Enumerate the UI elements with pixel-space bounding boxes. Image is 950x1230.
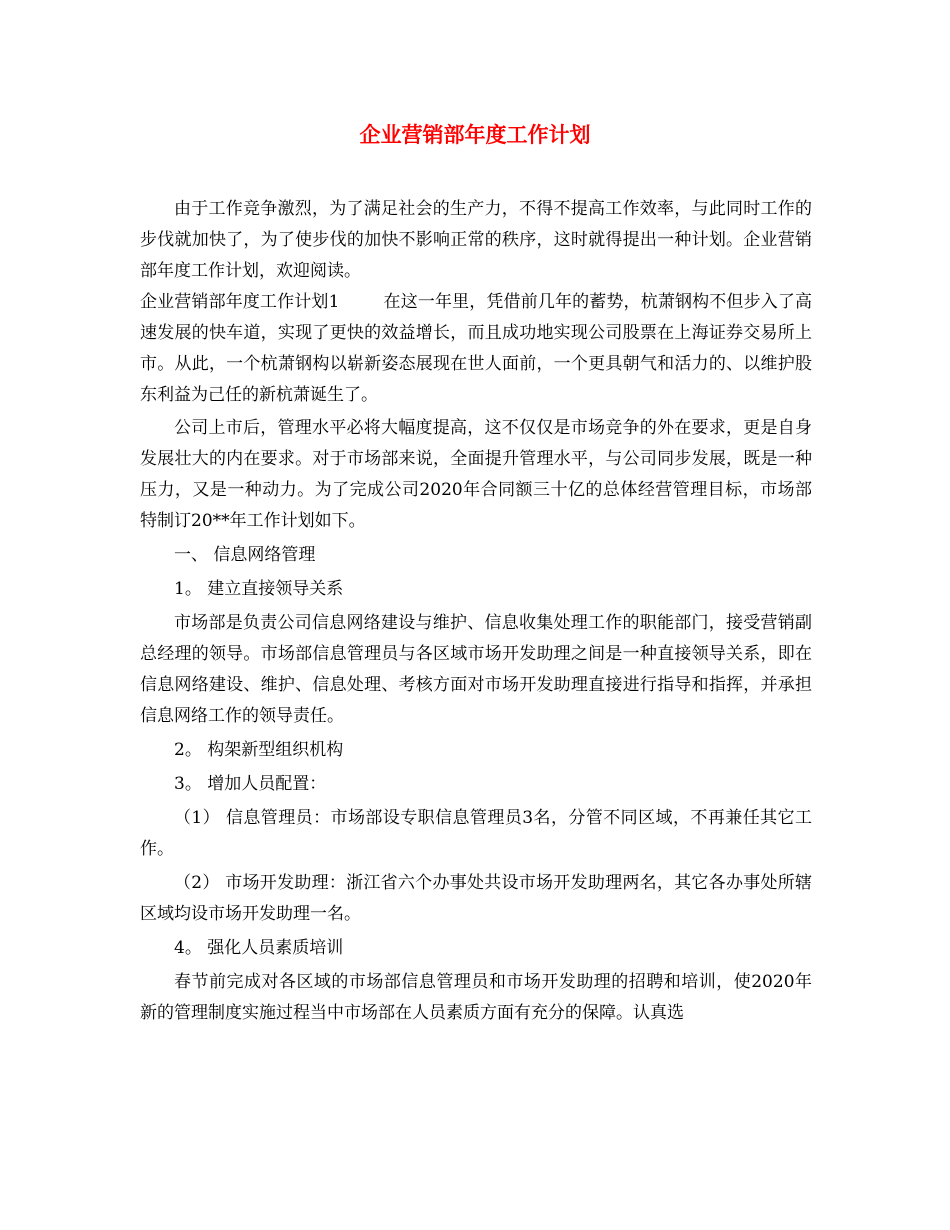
document-body [140,194,812,1029]
heading-item-4: 4。 强化人员素质培训 [174,938,344,958]
paragraph-market-dept: 市场部是负责公司信息网络建设与维护、信息收集处理工作的职能部门，接受营销副总经理的领导。市场部信息管理员与各区域市场开发助理之间是一种直接领导关系，即在信息网络建设、维护、信息处理、考核方面对市场开发助理直接进行指导和指挥，并承担信息网络工作的领导责任。 [140,613,812,726]
heading-item-2: 2。 构架新型组织机构 [174,740,344,760]
heading-item-3: 3。 增加人员配置： [174,774,327,794]
heading-item-1: 1。 建立直接领导关系 [174,579,344,599]
subitem-1: （1） 信息管理员：市场部设专职信息管理员3名，分管不同区域，不再兼任其它工作。 [140,808,812,859]
paragraph-listing: 公司上市后，管理水平必将大幅度提高，这不仅仅是市场竞争的外在要求，更是自身发展壮大的内在要求。对于市场部来说，全面提升管理水平，与公司同步发展，既是一种压力，又是一种动力。为了完成公司2020年合同额三十亿的总体经营管理目标，市场部特制订20**年工作计划如下。 [140,418,812,531]
heading-info-network: 一、 信息网络管理 [174,545,316,565]
intro-paragraph: 由于工作竞争激烈，为了满足社会的生产力，不得不提高工作效率，与此同时工作的步伐就加快了，为了使步伐的加快不影响正常的秩序，这时就得提出一种计划。企业营销部年度工作计划，欢迎阅读。 [140,199,812,281]
section1-text: 在这一年里，凭借前几年的蓄势，杭萧钢构不但步入了高速发展的快车道，实现了更快的效益增长，而且成功地实现公司股票在上海证券交易所上市。从此，一个杭萧钢构以崭新姿态展现在世人面前，一个更具朝气和活力的、以维护股东利益为己任的新杭萧诞生了。 [140,292,812,405]
section1-heading: 企业营销部年度工作计划1 [140,292,340,312]
section1-paragraph [140,287,812,411]
subitem-2: （2） 市场开发助理：浙江省六个办事处共设市场开发助理两名，其它各办事处所辖区域均设市场开发助理一名。 [140,873,812,924]
paragraph-training: 春节前完成对各区域的市场部信息管理员和市场开发助理的招聘和培训，使2020年新的管理制度实施过程当中市场部在人员素质方面有充分的保障。认真选 [140,972,812,1023]
document-title: 企业营销部年度工作计划 [359,122,591,147]
